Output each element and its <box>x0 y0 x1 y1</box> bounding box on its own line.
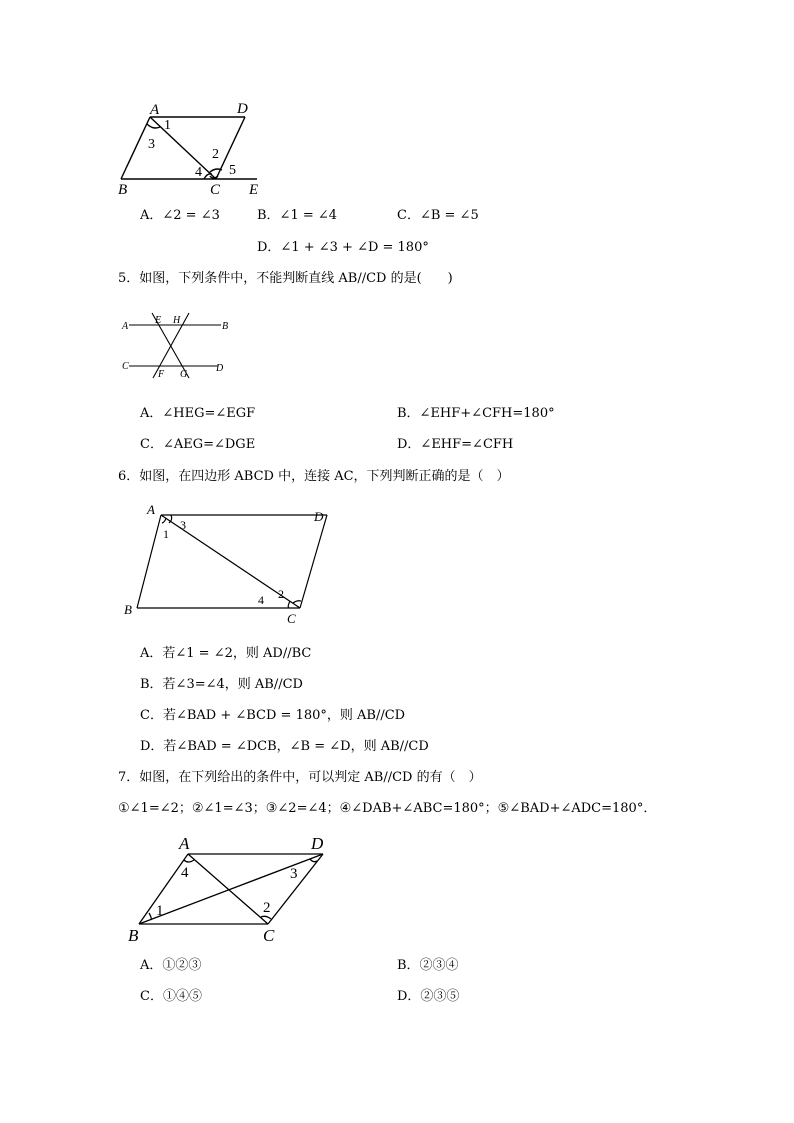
fig4-label-d: D <box>237 101 248 117</box>
q7-option-b: B．②③④ <box>397 958 459 973</box>
fig5-label-d: D <box>216 363 224 374</box>
fig7-num-4: 4 <box>181 865 189 881</box>
fig4-num-3: 3 <box>148 137 155 152</box>
q4-figure <box>112 96 272 200</box>
fig4-label-b: B <box>118 182 128 198</box>
q7-option-c: C．①④⑤ <box>140 989 202 1004</box>
q7-conditions: ①∠1=∠2；②∠1=∠3；③∠2=∠4；④∠DAB+∠ABC=180°；⑤∠BAD+∠ADC=180°． <box>118 801 657 816</box>
q4-option-c: C．∠B = ∠5 <box>397 208 479 223</box>
fig4-num-2: 2 <box>212 147 219 162</box>
q5-option-b: B．∠EHF+∠CFH=180° <box>397 406 555 421</box>
fig5-label-h: H <box>173 315 181 326</box>
fig6-label-c: C <box>287 611 296 626</box>
fig4-num-5: 5 <box>229 163 236 178</box>
fig4-num-1: 1 <box>164 118 171 133</box>
fig5-label-g: G <box>180 369 188 380</box>
q7-option-d: D．②③⑤ <box>397 989 460 1004</box>
q6-option-b: B．若∠3=∠4，则 AB//CD <box>140 677 303 692</box>
q4-option-b: B．∠1 = ∠4 <box>257 208 338 223</box>
fig7-num-1: 1 <box>156 903 164 919</box>
fig7-label-a: A <box>179 834 190 853</box>
q5-option-d: D．∠EHF=∠CFH <box>397 437 514 452</box>
q6-option-a: A．若∠1 = ∠2，则 AD//BC <box>140 646 312 661</box>
q7-figure <box>118 830 338 946</box>
q6-stem: 6．如图，在四边形 ABCD 中，连接 AC，下列判断正确的是（ ） <box>118 469 510 484</box>
fig5-label-a: A <box>122 321 129 332</box>
fig5-label-f: F <box>158 369 165 380</box>
q6-option-d: D．若∠BAD = ∠DCB，∠B = ∠D，则 AB//CD <box>140 739 429 754</box>
fig5-label-c: C <box>122 361 129 372</box>
fig6-num-1: 1 <box>163 527 169 541</box>
fig5-label-e: E <box>155 315 162 326</box>
fig4-label-e: E <box>249 182 259 198</box>
fig4-num-4: 4 <box>195 165 202 180</box>
q5-option-c: C．∠AEG=∠DGE <box>140 437 256 452</box>
q5-option-a: A．∠HEG=∠EGF <box>140 406 256 421</box>
fig6-label-d: D <box>314 509 324 524</box>
fig5-label-b: B <box>222 321 229 332</box>
fig6-num-3: 3 <box>180 518 186 532</box>
fig7-num-3: 3 <box>290 866 298 882</box>
q5-stem: 5．如图，下列条件中，不能判断直线 AB//CD 的是( ) <box>118 271 453 286</box>
fig7-label-d: D <box>311 834 324 853</box>
q4-option-d: D．∠1 + ∠3 + ∠D = 180° <box>257 240 429 255</box>
fig6-label-b: B <box>124 602 132 617</box>
q7-option-a: A．①②③ <box>140 958 202 973</box>
q5-figure <box>118 308 236 382</box>
q6-option-c: C．若∠BAD + ∠BCD = 180°，则 AB//CD <box>140 708 406 723</box>
fig7-label-c: C <box>263 926 275 945</box>
fig7-label-b: B <box>128 926 139 945</box>
fig6-num-4: 4 <box>258 593 264 607</box>
fig7-num-2: 2 <box>263 900 271 916</box>
fig6-num-2: 2 <box>278 587 284 601</box>
q4-option-a: A．∠2 = ∠3 <box>140 208 220 223</box>
fig6-label-a: A <box>147 502 155 517</box>
fig4-label-a: A <box>150 102 160 118</box>
fig4-label-c: C <box>210 182 221 198</box>
q7-stem: 7．如图，在下列给出的条件中，可以判定 AB//CD 的有（ ） <box>118 770 482 785</box>
q6-figure <box>118 498 334 628</box>
